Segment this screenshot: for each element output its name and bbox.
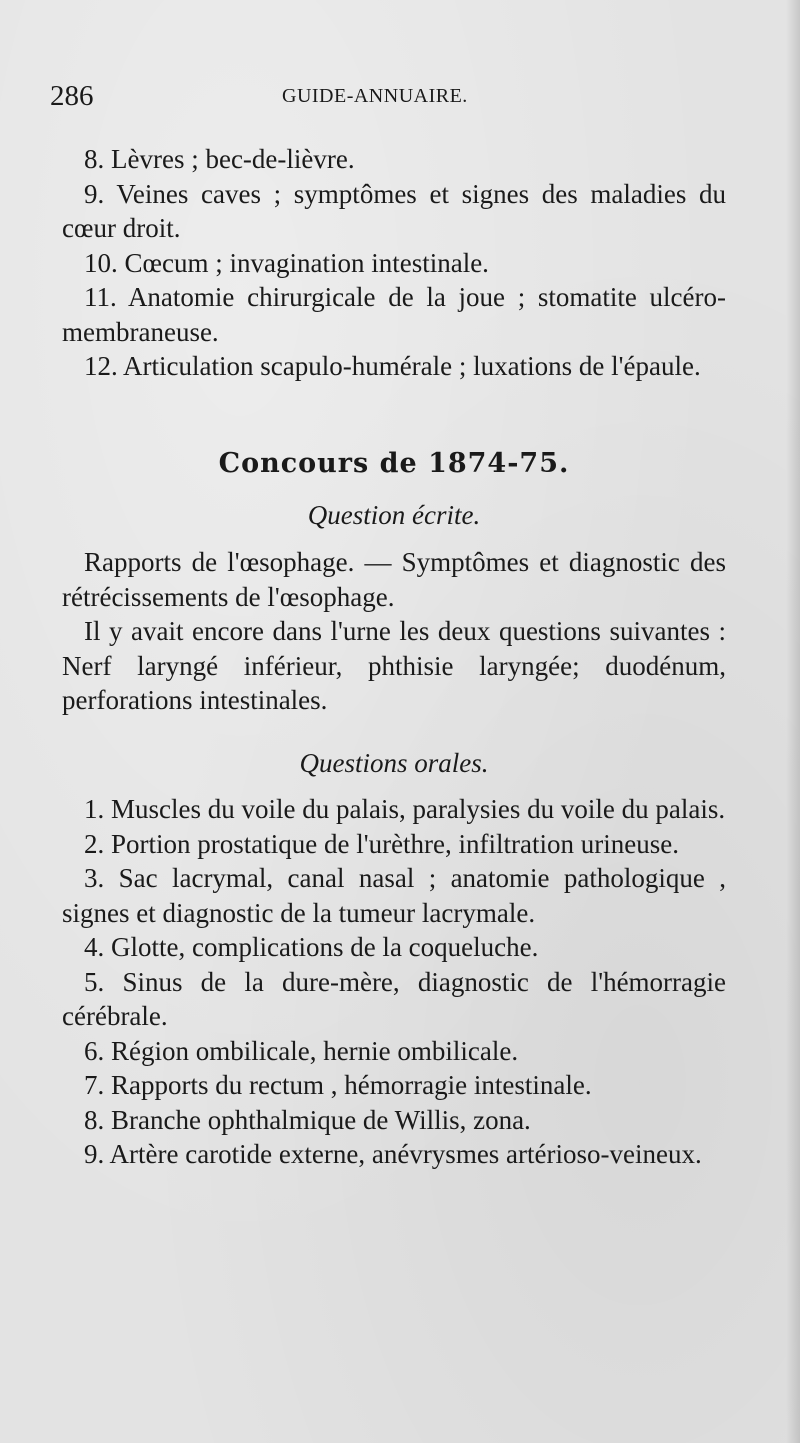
list-item: 2. Portion prostatique de l'urèthre, infiltration urineuse. (84, 828, 679, 859)
list-item: 7. Rapports du rectum , hémorragie intestinale. (84, 1070, 592, 1100)
list-item: 6. Région ombilicale, hernie ombilicale. (84, 1035, 519, 1066)
list-item: 4. Glotte, complications de la coqueluche. (84, 932, 539, 962)
list-item: 9. Veines caves ; symptômes et signes des maladies du cœur droit. (62, 178, 726, 243)
page-edge-shadow (786, 0, 800, 1443)
list-item: 3. Sac lacrymal, canal nasal ; anatomie pathologique , signes et diagnostic de la tumeur lacrymale. (62, 863, 726, 928)
paragraph: Rapports de l'œsophage. — Symptômes et diagnostic des rétrécissements de l'œsophage. (62, 547, 726, 612)
page-header (50, 80, 740, 116)
list-item: 5. Sinus de la dure-mère, diagnostic de l'hémorragie cérébrale. (62, 966, 726, 1031)
list-item: 11. Anatomie chirurgicale de la joue ; stomatite ulcéro-membraneuse. (62, 282, 726, 347)
written-question-text (62, 545, 726, 718)
list-item: 9. Artère carotide externe, anévrysmes artérioso-veineux. (84, 1139, 702, 1169)
paragraph: Il y avait encore dans l'urne les deux questions suivantes : Nerf laryngé inférieur, phthisie laryngée; duodénum, perforations intestinales. (62, 616, 726, 715)
written-question-heading: Question écrite. (307, 500, 481, 530)
list-before (62, 142, 726, 384)
list-item: 8. Lèvres ; bec-de-lièvre. (84, 144, 355, 174)
oral-questions-heading: Questions orales. (299, 748, 489, 778)
list-item: 1. Muscles du voile du palais, paralysies du voile du palais. (84, 794, 726, 824)
oral-questions-list (62, 792, 726, 1172)
section-title: Concours de 1874-75. (218, 448, 570, 479)
running-head: GUIDE-ANNUAIRE. (282, 85, 468, 107)
list-item: 10. Cœcum ; invagination intestinale. (84, 247, 489, 278)
list-item: 12. Articulation scapulo-humérale ; luxations de l'épaule. (84, 351, 701, 381)
page-number: 286 (50, 80, 94, 112)
list-item: 8. Branche ophthalmique de Willis, zona. (84, 1104, 531, 1135)
